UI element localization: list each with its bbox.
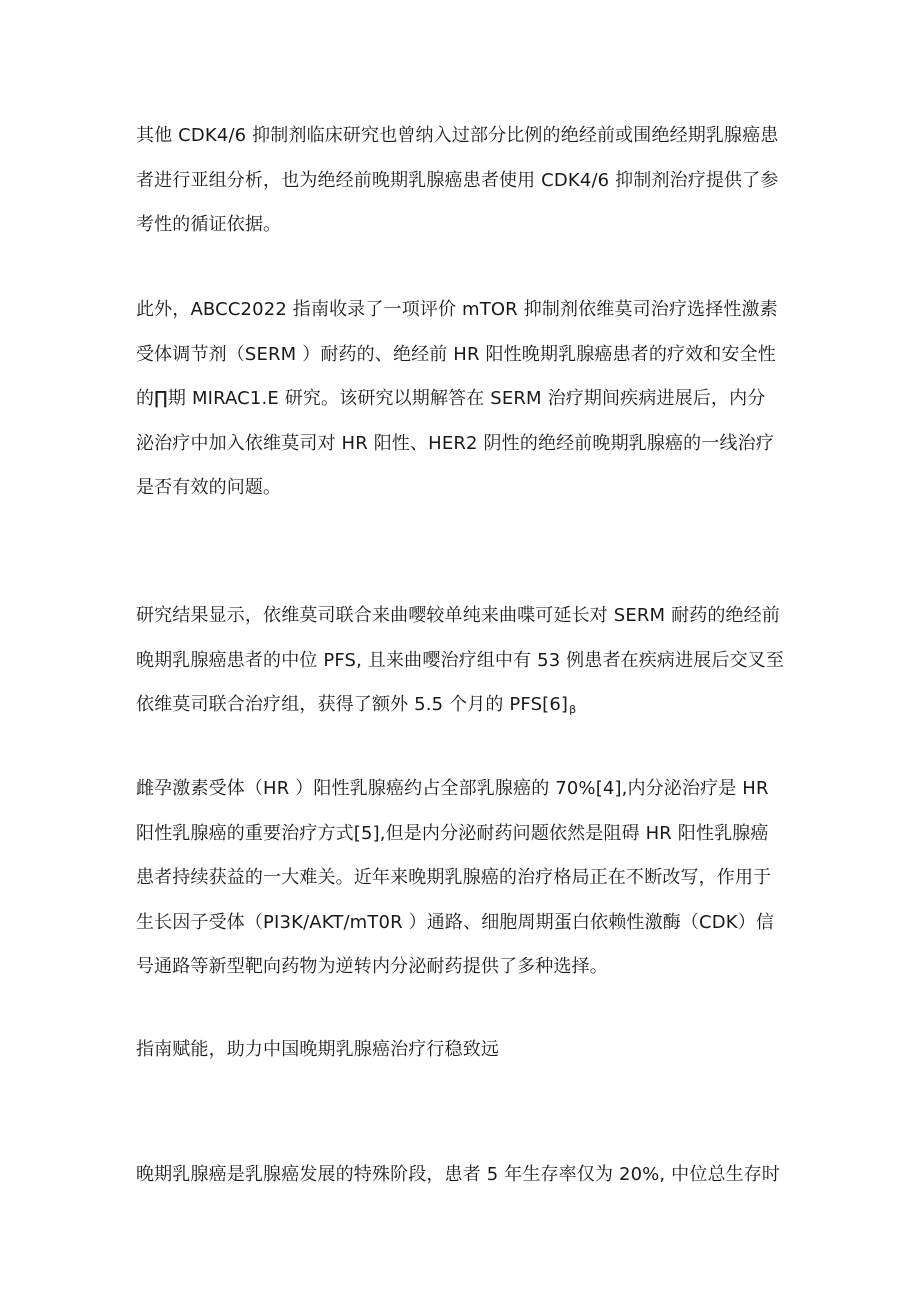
- text-line: 晚期乳腺癌是乳腺癌发展的特殊阶段，患者 5 年生存率仅为 20%, 中位总生存时: [136, 1164, 781, 1185]
- text-line: 生长因子受体（PI3K/AKT/mT0R ）通路、细胞周期蛋白依赖性激酶（CDK）信: [136, 911, 775, 933]
- text-line: 研究结果显示，依维莫司联合来曲嘤较单纯来曲喋可延长对 SERM 耐药的绝经前: [136, 605, 780, 626]
- text-line: 患者持续获益的一大难关。近年来晚期乳腺癌的治疗格局正在不断改写，作用于: [136, 867, 772, 888]
- text-line: 考性的循证依据。: [136, 214, 282, 235]
- text-line: [136, 683, 796, 728]
- text-line: 晚期乳腺癌患者的中位 PFS, 且来曲嘤治疗组中有 53 例患者在疾病进展后交叉至: [136, 649, 784, 671]
- paragraph-hr-positive-overview: [136, 767, 796, 990]
- text-line: 号通路等新型靶向药物为逆转内分泌耐药提供了多种选择。: [136, 956, 608, 977]
- heading-line: 指南赋能，助力中国晚期乳腺癌治疗行稳致远: [136, 1039, 499, 1060]
- paragraph-study-results: [136, 594, 796, 728]
- text-line: 是否有效的问题。: [136, 477, 282, 498]
- text-line: 其他 CDK4/6 抑制剂临床研究也曾纳入过部分比例的绝经前或围绝经期乳腺癌患: [136, 125, 779, 146]
- text-line: 受体调节剂（SERM ）耐药的、绝经前 HR 阳性晚期乳腺癌患者的疗效和安全性: [136, 343, 776, 365]
- text-line: 者进行亚组分析，也为绝经前晚期乳腺癌患者使用 CDK4/6 抑制剂治疗提供了参: [136, 169, 779, 191]
- paragraph-advanced-stage: [136, 1153, 796, 1198]
- paragraph-abcc2022-miracle: [136, 288, 796, 511]
- text-line: 此外，ABCC2022 指南收录了一项评价 mTOR 抑制剂依维莫司治疗选择性激素: [136, 299, 778, 320]
- paragraph-cdk46-other-trials: [136, 114, 796, 248]
- text-line: 的∏期 MIRAC1.E 研究。该研究以期解答在 SERM 治疗期间疾病进展后，内分: [136, 388, 766, 409]
- trailing-mark: β: [569, 703, 577, 716]
- text-line: 阳性乳腺癌的重要治疗方式[5],但是内分泌耐药问题依然是阻碍 HR 阳性乳腺癌: [136, 822, 769, 844]
- text-line: 雌孕激素受体（HR ）阳性乳腺癌约占全部乳腺癌的 70%[4],内分泌治疗是 HR: [136, 778, 769, 799]
- text-line-content: 依维莫司联合治疗组，获得了额外 5.5 个月的 PFS[6]: [136, 694, 569, 715]
- section-heading: [136, 1028, 796, 1073]
- text-line: 泌治疗中加入依维莫司对 HR 阳性、HER2 阴性的绝经前晚期乳腺癌的一线治疗: [136, 432, 774, 454]
